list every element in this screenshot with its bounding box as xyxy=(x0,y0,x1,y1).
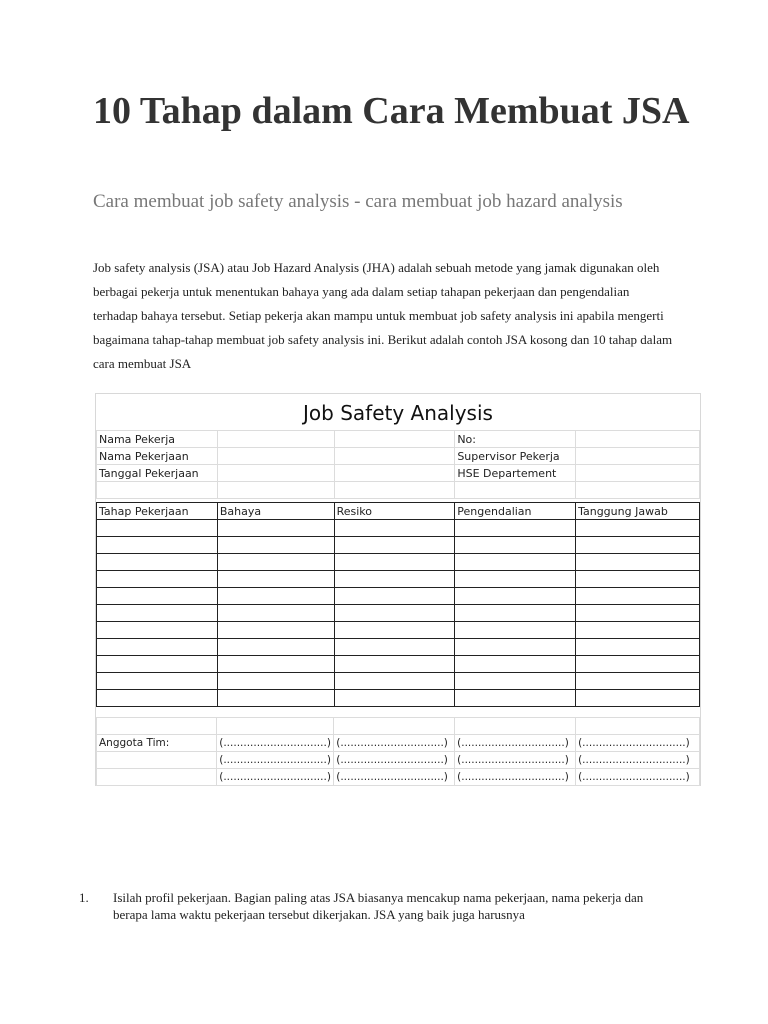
table-cell xyxy=(455,622,576,639)
table-cell xyxy=(217,520,334,537)
jsa-form-image xyxy=(95,393,701,786)
table-row xyxy=(97,520,700,537)
signature-slot: (...............................) xyxy=(455,752,576,769)
table-row xyxy=(97,537,700,554)
column-header: Resiko xyxy=(334,503,455,520)
table-cell xyxy=(334,622,455,639)
signature-slot: (...............................) xyxy=(217,752,334,769)
table-row xyxy=(97,554,700,571)
table-cell xyxy=(576,520,700,537)
info-label: Nama Pekerjaan xyxy=(97,448,218,465)
column-header: Tahap Pekerjaan xyxy=(97,503,218,520)
signature-slot: (...............................) xyxy=(334,752,455,769)
table-row xyxy=(97,588,700,605)
table-cell xyxy=(97,639,218,656)
table-cell xyxy=(334,554,455,571)
table-row xyxy=(97,718,700,735)
table-cell xyxy=(455,537,576,554)
table-cell xyxy=(455,554,576,571)
signature-slot: (...............................) xyxy=(334,735,455,752)
info-label: Tanggal Pekerjaan xyxy=(97,465,218,482)
table-cell xyxy=(97,622,218,639)
table-cell xyxy=(334,571,455,588)
signature-slot: (...............................) xyxy=(334,769,455,786)
table-cell xyxy=(334,639,455,656)
table-header-row xyxy=(97,503,700,520)
table-row xyxy=(97,769,700,786)
table-cell xyxy=(217,656,334,673)
table-cell xyxy=(97,690,218,707)
page-subtitle: Cara membuat job safety analysis - cara membuat job hazard analysis xyxy=(93,191,623,212)
table-cell xyxy=(576,656,700,673)
jsa-team-table xyxy=(96,717,700,786)
table-cell xyxy=(217,605,334,622)
table-cell xyxy=(97,571,218,588)
table-row xyxy=(97,656,700,673)
table-cell xyxy=(334,588,455,605)
table-cell xyxy=(97,554,218,571)
table-cell xyxy=(97,656,218,673)
table-row xyxy=(97,690,700,707)
team-label: Anggota Tim: xyxy=(97,735,217,752)
column-header: Pengendalian xyxy=(455,503,576,520)
signature-slot: (...............................) xyxy=(455,735,576,752)
info-label: HSE Departement xyxy=(455,465,576,482)
table-cell xyxy=(576,554,700,571)
table-cell xyxy=(97,588,218,605)
table-cell xyxy=(334,656,455,673)
jsa-main-table xyxy=(96,502,700,707)
table-cell xyxy=(576,571,700,588)
info-label: Supervisor Pekerja xyxy=(455,448,576,465)
table-cell xyxy=(334,673,455,690)
table-row xyxy=(97,448,700,465)
page-title: 10 Tahap dalam Cara Membuat JSA xyxy=(93,90,690,132)
table-cell xyxy=(576,588,700,605)
steps-list xyxy=(79,889,673,923)
table-row xyxy=(97,482,700,499)
signature-slot: (...............................) xyxy=(576,769,700,786)
table-cell xyxy=(455,605,576,622)
table-row xyxy=(97,735,700,752)
table-row xyxy=(97,639,700,656)
column-header: Tanggung Jawab xyxy=(576,503,700,520)
table-row xyxy=(97,465,700,482)
table-row xyxy=(97,605,700,622)
table-cell xyxy=(455,588,576,605)
table-cell xyxy=(334,690,455,707)
table-cell xyxy=(576,537,700,554)
table-cell xyxy=(217,571,334,588)
table-cell xyxy=(576,690,700,707)
table-cell xyxy=(455,520,576,537)
table-row xyxy=(97,571,700,588)
table-cell xyxy=(455,690,576,707)
info-label: Nama Pekerja xyxy=(97,431,218,448)
info-label: No: xyxy=(455,431,576,448)
table-cell xyxy=(217,622,334,639)
table-cell xyxy=(217,588,334,605)
signature-slot: (...............................) xyxy=(576,735,700,752)
table-cell xyxy=(217,554,334,571)
table-cell xyxy=(217,639,334,656)
table-row xyxy=(97,752,700,769)
table-cell xyxy=(455,656,576,673)
table-cell xyxy=(217,537,334,554)
intro-paragraph: Job safety analysis (JSA) atau Job Hazard Analysis (JHA) adalah sebuah metode yang jamak digunakan oleh berbagai pekerja untuk menentukan bahaya yang ada dalam setiap tahapan pekerjaan dan pengendalian terhadap bahaya tersebut. Setiap pekerja akan mampu untuk membuat job safety analysis ini apabila mengerti bagaimana tahap-tahap membuat job safety analysis ini. Berikut adalah contoh JSA kosong dan 10 tahap dalam cara membuat JSA xyxy=(93,260,673,371)
signature-slot: (...............................) xyxy=(576,752,700,769)
table-cell xyxy=(97,520,218,537)
list-item: Isilah profil pekerjaan. Bagian paling atas JSA biasanya mencakup nama pekerjaan, nama pekerja dan berapa lama waktu pekerjaan tersebut dikerjakan. JSA yang baik juga harusnya xyxy=(113,890,644,922)
table-cell xyxy=(97,605,218,622)
table-cell xyxy=(455,571,576,588)
table-cell xyxy=(576,639,700,656)
jsa-info-table xyxy=(96,430,700,499)
table-cell xyxy=(576,605,700,622)
table-cell xyxy=(576,673,700,690)
table-cell xyxy=(334,520,455,537)
signature-slot: (...............................) xyxy=(217,769,334,786)
table-row xyxy=(97,622,700,639)
table-cell xyxy=(455,639,576,656)
table-cell xyxy=(97,537,218,554)
table-row xyxy=(97,673,700,690)
column-header: Bahaya xyxy=(217,503,334,520)
table-cell xyxy=(576,622,700,639)
signature-slot: (...............................) xyxy=(455,769,576,786)
list-item-number: 1. xyxy=(79,890,89,905)
table-row xyxy=(97,431,700,448)
table-cell xyxy=(217,690,334,707)
table-cell xyxy=(455,673,576,690)
table-cell xyxy=(97,673,218,690)
jsa-form-title: Job Safety Analysis xyxy=(303,401,493,425)
table-cell xyxy=(334,537,455,554)
table-cell xyxy=(217,673,334,690)
table-cell xyxy=(334,605,455,622)
signature-slot: (...............................) xyxy=(217,735,334,752)
